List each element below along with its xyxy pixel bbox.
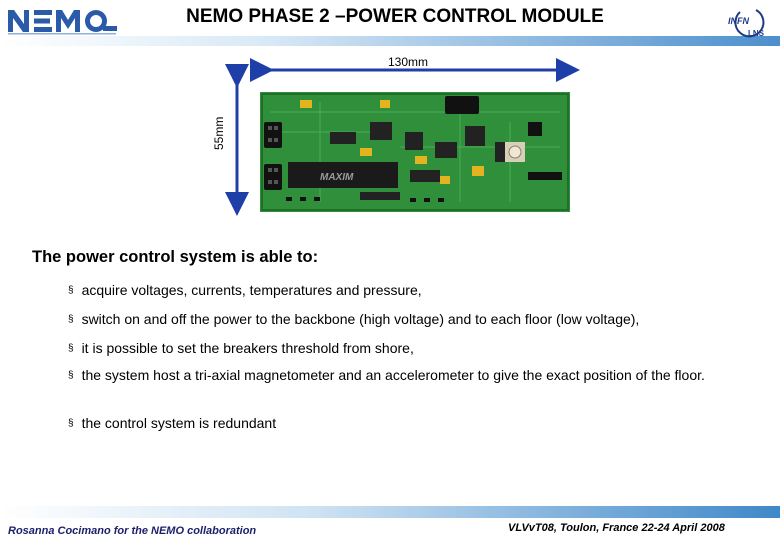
bullet-item: § it is possible to set the breakers threshold from shore, [68,340,414,356]
bullet-mark: § [68,343,74,354]
lead-text: The power control system is able to: [32,248,319,266]
footer-conference: VLVvT08, Toulon, France 22-24 April 2008 [508,522,725,534]
width-label: 130mm [388,55,429,69]
bullet-item: § switch on and off the power to the backbone (high voltage) and to each floor (low voltage), [68,311,640,327]
page-title: NEMO PHASE 2 –POWER CONTROL MODULE [186,6,604,27]
bullet-item: § the control system is redundant [68,415,277,431]
bullet-item: § the system host a tri-axial magnetometer and an accelerometer to give the exact position of the floor. [68,367,705,383]
bullet-mark: § [68,285,74,296]
power-control-board-photo [260,92,570,217]
bullet-mark: § [68,314,74,325]
bullet-mark: § [68,418,74,429]
footer-author: Rosanna Cocimano for the NEMO collaboration [8,525,257,537]
bullet-item: § acquire voltages, currents, temperatures and pressure, [68,282,422,298]
svg-text:INFN: INFN [728,16,749,26]
bullet-mark: § [68,370,74,381]
svg-text:LNS: LNS [748,29,764,38]
footer-bar [0,506,780,518]
chip-label: MAXIM [320,172,354,183]
height-label: 55mm [212,116,226,150]
